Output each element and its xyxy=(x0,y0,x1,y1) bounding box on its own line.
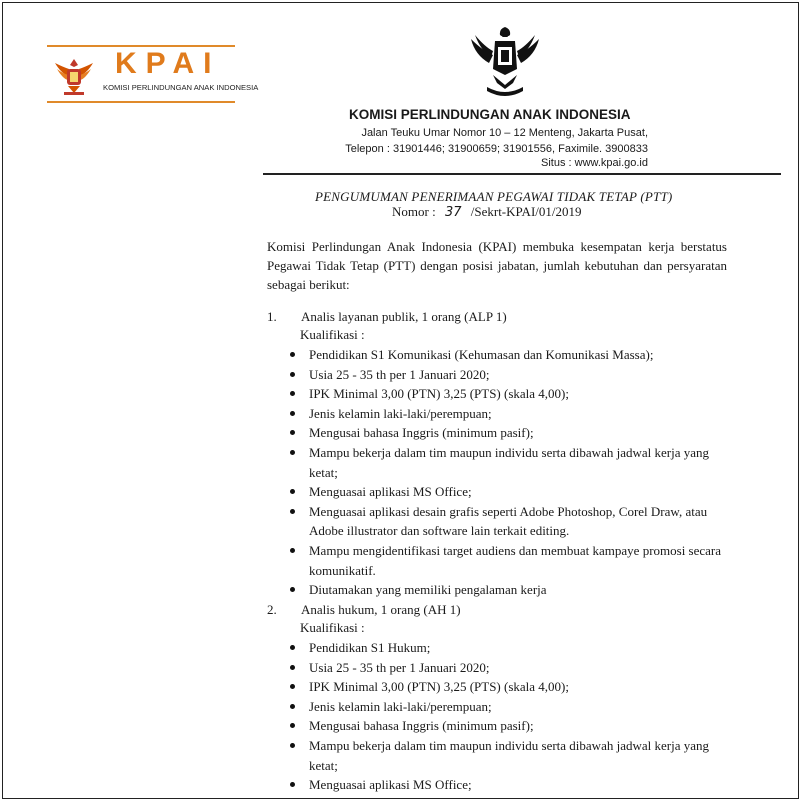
announcement-number xyxy=(392,204,582,220)
logo-bottom-rule xyxy=(47,101,235,103)
list-item: Usia 25 - 35 th per 1 Januari 2020; xyxy=(287,365,727,385)
position-2-requirements xyxy=(287,638,727,795)
garuda-pancasila-icon xyxy=(469,25,541,99)
garuda-logo-icon xyxy=(51,53,97,97)
list-item: Menguasai aplikasi MS Office; xyxy=(287,775,727,795)
list-item: Pendidikan S1 Komunikasi (Kehumasan dan Komunikasi Massa); xyxy=(287,345,727,365)
address-line: Jalan Teuku Umar Nomor 10 – 12 Menteng, Jakarta Pusat, xyxy=(361,127,648,139)
list-item: Mampu mengidentifikasi target audiens dan membuat kampaye promosi secara komunikatif. xyxy=(287,541,727,580)
list-item: Usia 25 - 35 th per 1 Januari 2020; xyxy=(287,658,727,678)
position-title: Analis hukum, 1 orang (AH 1) xyxy=(301,602,461,617)
qualifications-label: Kualifikasi : xyxy=(300,620,365,635)
number-suffix: /Sekrt-KPAI/01/2019 xyxy=(470,204,582,219)
list-item: Mampu bekerja dalam tim maupun individu serta dibawah jadwal kerja yang ketat; xyxy=(287,443,727,482)
website-line: Situs : www.kpai.go.id xyxy=(541,157,648,169)
list-item: Jenis kelamin laki-laki/perempuan; xyxy=(287,697,727,717)
position-title: Analis layanan publik, 1 orang (ALP 1) xyxy=(301,309,507,324)
number-handwritten: 37 xyxy=(444,205,462,220)
kpai-wordmark: KPAI xyxy=(115,47,221,80)
list-item: Mengusai bahasa Inggris (minimum pasif); xyxy=(287,716,727,736)
announcement-title: PENGUMUMAN PENERIMAAN PEGAWAI TIDAK TETAP (PTT) xyxy=(315,189,673,204)
list-item: Mengusai bahasa Inggris (minimum pasif); xyxy=(287,423,727,443)
list-item: IPK Minimal 3,00 (PTN) 3,25 (PTS) (skala 4,00); xyxy=(287,384,727,404)
intro-paragraph: Komisi Perlindungan Anak Indonesia (KPAI) membuka kesempatan kerja berstatus Pegawai Tidak Tetap (PTT) dengan posisi jabatan, jumlah kebutuhan dan persyaratan sebagai berikut: xyxy=(267,239,727,292)
phone-line: Telepon : 31901446; 31900659; 31901556, Faximile. 3900833 xyxy=(345,143,648,155)
kpai-subtitle: KOMISI PERLINDUNGAN ANAK INDONESIA xyxy=(103,83,259,92)
position-number: 1. xyxy=(267,309,277,324)
position-number: 2. xyxy=(267,602,277,617)
position-1-heading xyxy=(267,309,507,325)
list-item: Diutamakan yang memiliki pengalaman kerja xyxy=(287,580,727,600)
letterhead-rule xyxy=(263,173,781,175)
document-page xyxy=(2,2,799,799)
list-item: Menguasai aplikasi desain grafis seperti Adobe Photoshop, Corel Draw, atau Adobe illustrator dan software lain terkait editing. xyxy=(287,502,727,541)
qualifications-label: Kualifikasi : xyxy=(300,327,365,342)
kpai-logo xyxy=(47,45,259,103)
list-item: Jenis kelamin laki-laki/perempuan; xyxy=(287,404,727,424)
number-label: Nomor : xyxy=(392,204,436,219)
list-item: Mampu bekerja dalam tim maupun individu serta dibawah jadwal kerja yang ketat; xyxy=(287,736,727,775)
position-2-heading xyxy=(267,602,461,618)
institution-title: KOMISI PERLINDUNGAN ANAK INDONESIA xyxy=(349,107,631,122)
list-item: IPK Minimal 3,00 (PTN) 3,25 (PTS) (skala 4,00); xyxy=(287,677,727,697)
list-item: Menguasai aplikasi MS Office; xyxy=(287,482,727,502)
position-1-requirements xyxy=(287,345,727,600)
list-item: Pendidikan S1 Hukum; xyxy=(287,638,727,658)
